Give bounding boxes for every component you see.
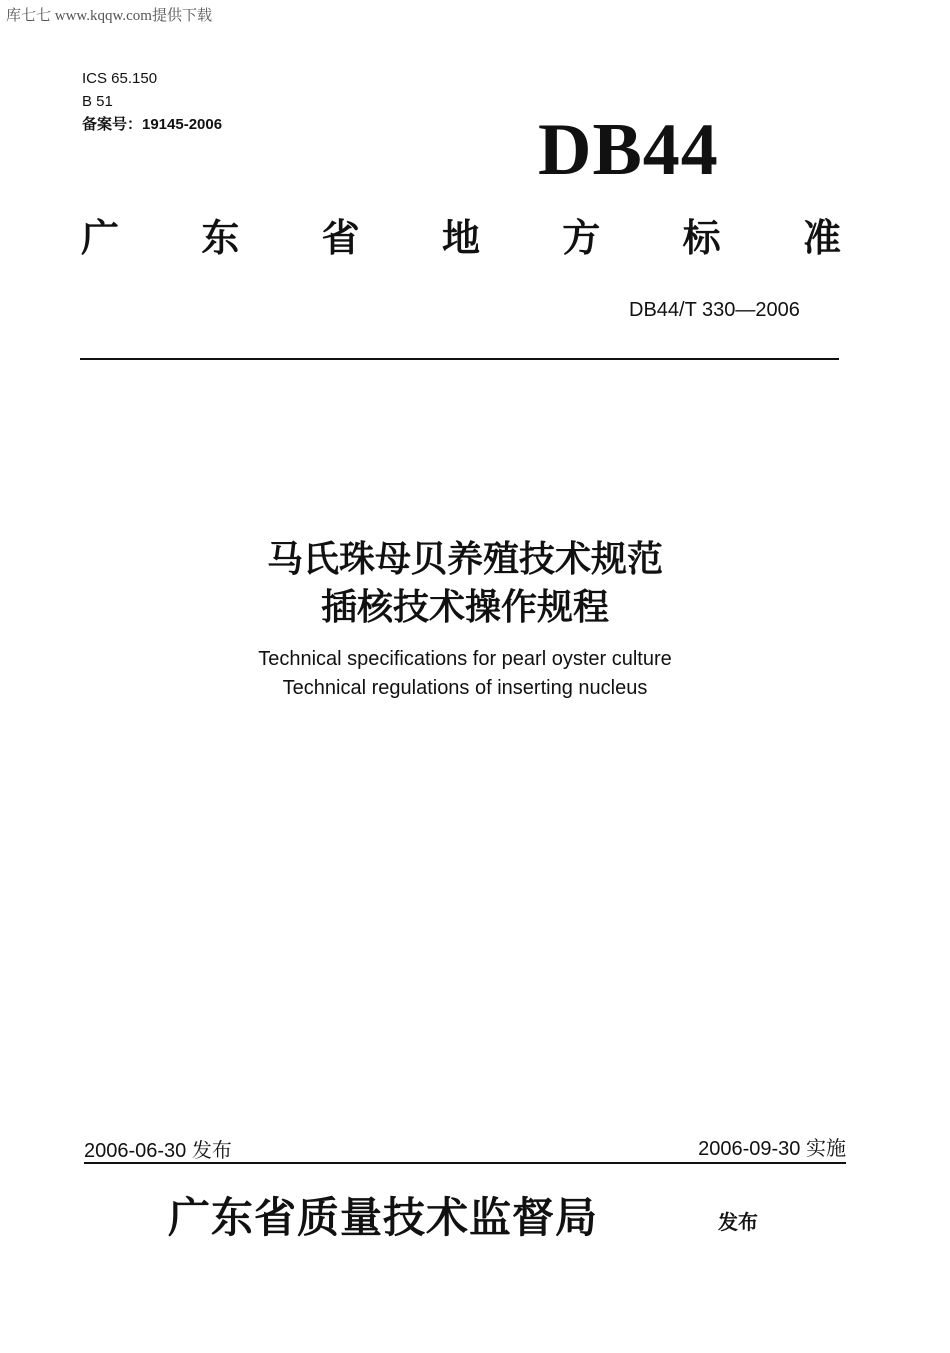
standard-code-logo: DB44 <box>538 109 719 191</box>
title-en-line1: Technical specifications for pearl oyster culture <box>258 648 672 670</box>
standard-type-char: 东 <box>201 216 240 260</box>
standard-type-heading <box>80 214 842 262</box>
issue-label: 发布 <box>718 1210 758 1234</box>
standard-type-char: 广 <box>80 216 119 260</box>
issuing-authority: 广东省质量技术监督局 <box>168 1193 599 1242</box>
publish-date: 2006-06-30 发布 <box>84 1140 232 1162</box>
standard-type-char: 标 <box>682 216 721 260</box>
standard-number: DB44/T 330—2006 <box>629 299 800 321</box>
title-cn-line1: 马氏珠母贝养殖技术规范 <box>266 539 663 580</box>
filing-number: 备案号：19145-2006 <box>82 116 223 133</box>
standard-type-char: 省 <box>321 216 360 260</box>
title-cn-line2: 插核技术操作规程 <box>320 587 609 628</box>
ics-code: ICS 65.150 <box>82 70 158 87</box>
standard-type-char: 方 <box>562 216 601 260</box>
header-divider <box>80 358 839 360</box>
title-en-line2: Technical regulations of inserting nucleus <box>282 677 648 699</box>
watermark-text: 库七七 www.kqqw.com提供下载 <box>6 8 212 24</box>
effective-date: 2006-09-30 实施 <box>698 1138 846 1160</box>
standard-type-char: 地 <box>441 216 480 260</box>
ccs-code: B 51 <box>82 93 113 110</box>
standard-type-char: 准 <box>802 216 841 260</box>
footer-divider <box>84 1162 846 1164</box>
